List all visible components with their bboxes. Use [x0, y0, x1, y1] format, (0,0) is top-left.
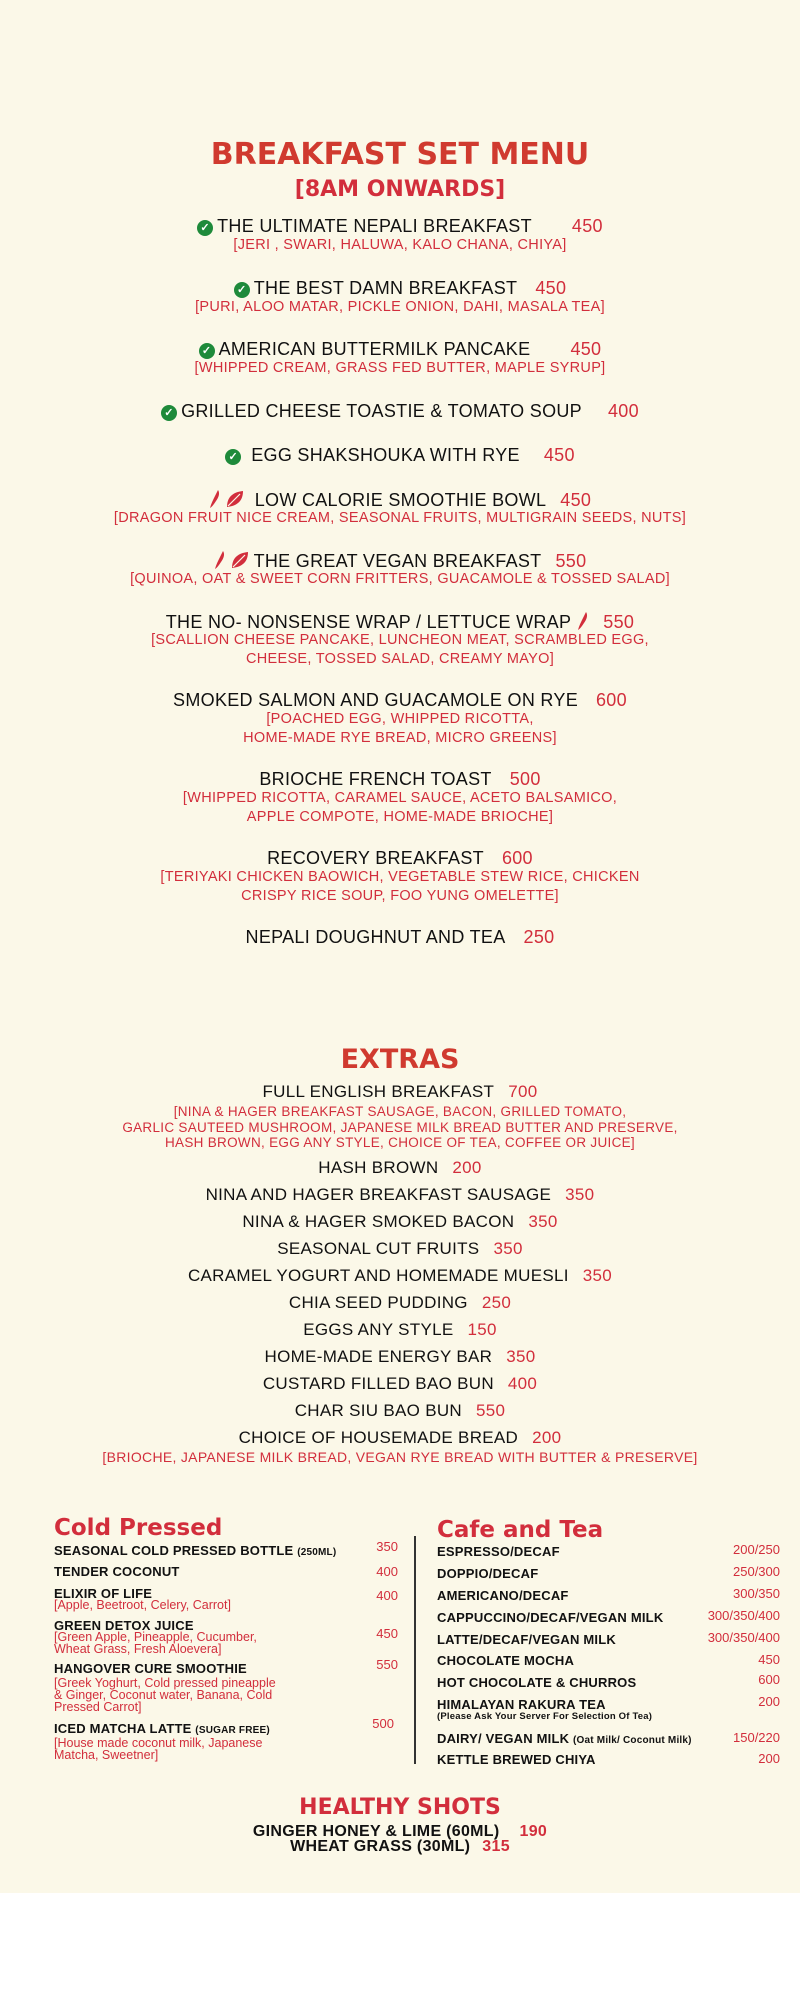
drink-item: AMERICANO/DECAF [437, 1588, 569, 1603]
item-price: 200 [758, 1694, 780, 1709]
item-price: 250/300 [733, 1564, 780, 1579]
item-description: Wheat Grass, Fresh Aloevera] [54, 1642, 222, 1656]
chili-icon [214, 550, 226, 570]
vegetarian-icon: ✓ [225, 449, 241, 465]
item-name: FULL ENGLISH BREAKFAST [262, 1082, 495, 1101]
item-price: 500 [509, 769, 541, 789]
item-price: 250 [481, 1293, 512, 1312]
item-name: GINGER HONEY & LIME (60ML) [252, 1823, 500, 1840]
menu-item [0, 848, 800, 869]
item-name: CHIA SEED PUDDING [288, 1293, 468, 1312]
item-description: [WHIPPED RICOTTA, CARAMEL SAUCE, ACETO BALSAMICO, [182, 790, 618, 806]
item-description: & Ginger, Coconut water, Banana, Cold [54, 1688, 273, 1702]
drink-item [437, 1731, 692, 1746]
item-name: CHOICE OF HOUSEMADE BREAD [238, 1428, 519, 1447]
item-price: 315 [482, 1838, 510, 1855]
item-name: CUSTARD FILLED BAO BUN [262, 1374, 494, 1393]
extras-item [0, 1347, 800, 1367]
menu-item [0, 690, 800, 711]
item-name: EGGS ANY STYLE [303, 1320, 454, 1339]
item-name: DAIRY/ VEGAN MILK [437, 1731, 570, 1746]
column-divider [414, 1536, 416, 1764]
item-price: 450 [758, 1652, 780, 1667]
item-price: 200 [758, 1751, 780, 1766]
menu-item [0, 927, 800, 948]
item-price: 400 [376, 1588, 398, 1603]
item-name: AMERICAN BUTTERMILK PANCAKE [218, 339, 531, 359]
item-description: CRISPY RICE SOUP, FOO YUNG OMELETTE] [241, 888, 559, 904]
extras-title: EXTRAS [340, 1044, 460, 1075]
drink-item [54, 1543, 336, 1558]
drink-item: HOT CHOCOLATE & CHURROS [437, 1675, 637, 1690]
cafe-title: Cafe and Tea [437, 1517, 604, 1543]
item-price: 550 [476, 1401, 506, 1420]
extras-item [0, 1082, 800, 1102]
vegetarian-icon: ✓ [199, 343, 215, 359]
extras-item [0, 1428, 800, 1448]
item-description: [House made coconut milk, Japanese [54, 1736, 263, 1750]
vegetarian-icon: ✓ [197, 220, 213, 236]
item-name: CHAR SIU BAO BUN [294, 1401, 462, 1420]
extras-item [0, 1158, 800, 1178]
item-name: EGG SHAKSHOUKA WITH RYE [251, 445, 520, 465]
item-description: [NINA & HAGER BREAKFAST SAUSAGE, BACON, GRILLED TOMATO, [173, 1104, 627, 1119]
drink-item: DOPPIO/DECAF [437, 1566, 539, 1581]
item-description: APPLE COMPOTE, HOME-MADE BRIOCHE] [246, 809, 554, 825]
leaf-icon [230, 550, 250, 570]
drink-item: GREEN DETOX JUICE [54, 1618, 194, 1633]
item-name: SEASONAL COLD PRESSED BOTTLE [54, 1543, 294, 1558]
item-price: 190 [519, 1823, 548, 1840]
item-price: 350 [376, 1539, 398, 1554]
item-name: BRIOCHE FRENCH TOAST [259, 769, 492, 789]
item-price: 700 [508, 1082, 538, 1101]
item-description: Pressed Carrot] [54, 1700, 142, 1714]
drink-item: CAPPUCCINO/DECAF/VEGAN MILK [437, 1610, 664, 1625]
item-description: [BRIOCHE, JAPANESE MILK BREAD, VEGAN RYE BREAD WITH BUTTER & PRESERVE] [102, 1449, 698, 1465]
drink-item [54, 1721, 270, 1736]
item-description: HASH BROWN, EGG ANY STYLE, CHOICE OF TEA, COFFEE OR JUICE] [165, 1135, 635, 1150]
item-price: 200/250 [733, 1542, 780, 1557]
item-description: [POACHED EGG, WHIPPED RICOTTA, [266, 711, 534, 727]
drink-item: TENDER COCONUT [54, 1564, 180, 1579]
healthy-shots-title: HEALTHY SHOTS [299, 1795, 501, 1820]
item-name: NINA AND HAGER BREAKFAST SAUSAGE [205, 1185, 552, 1204]
item-price: 550 [555, 551, 587, 571]
shot-item [0, 1838, 800, 1856]
leaf-icon [225, 489, 245, 509]
extras-item [0, 1185, 800, 1205]
item-description: [Apple, Beetroot, Celery, Carrot] [54, 1598, 231, 1612]
item-note: (Oat Milk/ Coconut Milk) [573, 1735, 692, 1746]
item-price: 500 [372, 1716, 394, 1731]
item-name: HASH BROWN [318, 1158, 439, 1177]
item-name: NINA & HAGER SMOKED BACON [242, 1212, 515, 1231]
item-name: WHEAT GRASS (30ML) [290, 1838, 471, 1855]
item-name: NEPALI DOUGHNUT AND TEA [245, 927, 506, 947]
item-description: GARLIC SAUTEED MUSHROOM, JAPANESE MILK BREAD BUTTER AND PRESERVE, [122, 1120, 678, 1135]
item-description: [PURI, ALOO MATAR, PICKLE ONION, DAHI, MASALA TEA] [195, 299, 605, 315]
item-name: ICED MATCHA LATTE [54, 1721, 192, 1736]
menu-item [0, 216, 800, 237]
item-price: 150/220 [733, 1730, 780, 1745]
chili-icon [209, 489, 221, 509]
item-name: CARAMEL YOGURT AND HOMEMADE MUESLI [187, 1266, 569, 1285]
item-description: [Green Apple, Pineapple, Cucumber, [54, 1630, 257, 1644]
menu-item [0, 769, 800, 790]
cold-pressed-title: Cold Pressed [54, 1515, 223, 1541]
item-price: 400 [507, 1374, 538, 1393]
item-description: [WHIPPED CREAM, GRASS FED BUTTER, MAPLE SYRUP] [194, 360, 606, 376]
extras-item [0, 1266, 800, 1286]
menu-item [0, 550, 800, 572]
menu-item [0, 445, 800, 466]
item-description: [SCALLION CHEESE PANCAKE, LUNCHEON MEAT, SCRAMBLED EGG, [151, 632, 649, 648]
item-price: 300/350/400 [707, 1608, 780, 1623]
item-price: 350 [582, 1266, 613, 1285]
menu-item [0, 401, 800, 422]
item-price: 300/350/400 [707, 1630, 780, 1645]
drink-item: ELIXIR OF LIFE [54, 1586, 153, 1601]
item-price: 150 [467, 1320, 497, 1339]
extras-item [0, 1293, 800, 1313]
item-price: 600 [758, 1672, 780, 1687]
item-name: HOME-MADE ENERGY BAR [264, 1347, 493, 1366]
drink-item: HANGOVER CURE SMOOTHIE [54, 1661, 247, 1676]
item-name: SMOKED SALMON AND GUACAMOLE ON RYE [173, 690, 578, 710]
item-name: SEASONAL CUT FRUITS [277, 1239, 480, 1258]
item-note: (Please Ask Your Server For Selection Of Tea) [437, 1711, 653, 1722]
item-description: [QUINOA, OAT & SWEET CORN FRITTERS, GUACAMOLE & TOSSED SALAD] [130, 571, 670, 587]
chili-icon [577, 611, 589, 631]
item-note: (SUGAR FREE) [195, 1725, 270, 1736]
item-price: 350 [565, 1185, 595, 1204]
item-price: 350 [528, 1212, 558, 1231]
item-price: 200 [532, 1428, 562, 1447]
extras-item [0, 1239, 800, 1259]
item-price: 400 [376, 1564, 398, 1579]
item-name: THE BEST DAMN BREAKFAST [253, 278, 518, 298]
item-price: 400 [607, 401, 639, 421]
item-description: [Greek Yoghurt, Cold pressed pineapple [54, 1676, 276, 1690]
drink-item: KETTLE BREWED CHIYA [437, 1752, 596, 1767]
extras-item [0, 1401, 800, 1421]
item-description: CHEESE, TOSSED SALAD, CREAMY MAYO] [245, 651, 555, 667]
item-price: 600 [501, 848, 533, 868]
item-price: 550 [376, 1657, 398, 1672]
vegetarian-icon: ✓ [161, 405, 177, 421]
item-name: RECOVERY BREAKFAST [267, 848, 484, 868]
item-name: GRILLED CHEESE TOASTIE & TOMATO SOUP [181, 401, 582, 421]
drink-item: LATTE/DECAF/VEGAN MILK [437, 1632, 616, 1647]
breakfast-title: BREAKFAST SET MENU [210, 137, 590, 172]
drink-item: CHOCOLATE MOCHA [437, 1653, 575, 1668]
menu-item [0, 611, 800, 633]
item-price: 450 [376, 1626, 398, 1641]
item-description: [DRAGON FRUIT NICE CREAM, SEASONAL FRUITS, MULTIGRAIN SEEDS, NUTS] [113, 510, 687, 526]
item-description: Matcha, Sweetner] [54, 1748, 159, 1762]
item-price: 450 [571, 216, 603, 236]
item-price: 450 [543, 445, 575, 465]
extras-item [0, 1374, 800, 1394]
item-name: LOW CALORIE SMOOTHIE BOWL [254, 490, 547, 510]
menu-item [0, 339, 800, 360]
menu-item [0, 489, 800, 511]
item-price: 550 [603, 612, 635, 632]
item-name: THE NO- NONSENSE WRAP / LETTUCE WRAP [165, 612, 572, 632]
drink-item: HIMALAYAN RAKURA TEA [437, 1697, 606, 1712]
vegetarian-icon: ✓ [234, 282, 250, 298]
drink-item: ESPRESSO/DECAF [437, 1544, 560, 1559]
item-description: [JERI , SWARI, HALUWA, KALO CHANA, CHIYA] [233, 237, 567, 253]
item-name: THE GREAT VEGAN BREAKFAST [253, 551, 542, 571]
extras-item [0, 1320, 800, 1340]
item-price: 300/350 [733, 1586, 780, 1601]
item-note: (250ML) [297, 1547, 337, 1558]
item-name: THE ULTIMATE NEPALI BREAKFAST [217, 216, 532, 236]
item-price: 600 [596, 690, 627, 710]
item-price: 450 [535, 278, 567, 298]
extras-item [0, 1212, 800, 1232]
item-price: 450 [570, 339, 602, 359]
breakfast-subtitle: [8AM ONWARDS] [294, 177, 506, 202]
menu-item [0, 278, 800, 299]
item-price: 250 [523, 927, 555, 947]
item-price: 450 [560, 490, 592, 510]
item-description: HOME-MADE RYE BREAD, MICRO GREENS] [243, 730, 557, 746]
item-description: [TERIYAKI CHICKEN BAOWICH, VEGETABLE STEW RICE, CHICKEN [160, 869, 640, 885]
item-price: 350 [493, 1239, 523, 1258]
item-price: 200 [452, 1158, 482, 1177]
item-price: 350 [506, 1347, 536, 1366]
